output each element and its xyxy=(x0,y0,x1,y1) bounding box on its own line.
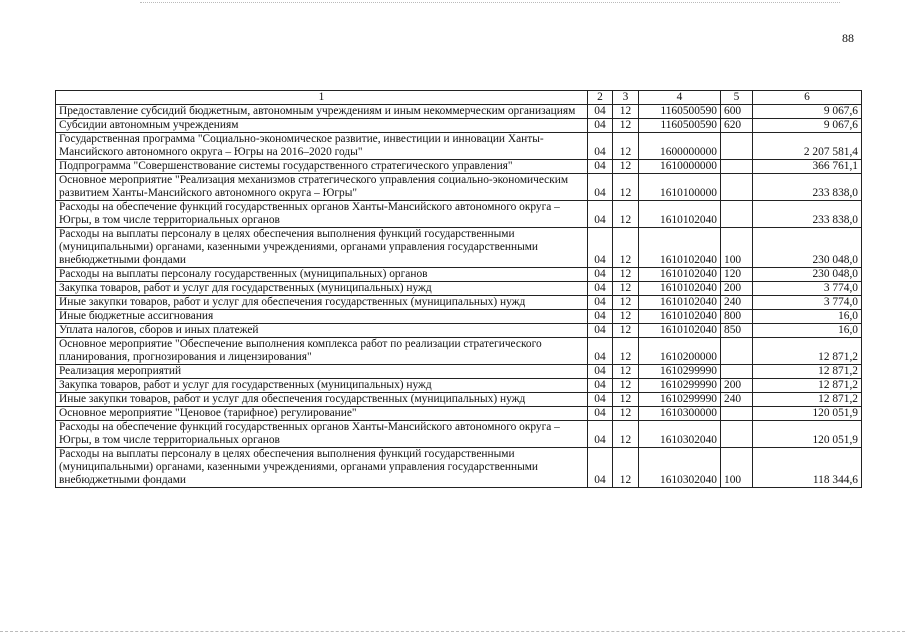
row-name: Иные бюджетные ассигнования xyxy=(56,310,588,324)
row-target-code: 1610000000 xyxy=(639,160,721,174)
row-target-code: 1600000000 xyxy=(639,133,721,160)
header-col-4: 4 xyxy=(639,91,721,105)
table-row xyxy=(56,228,862,268)
row-amount: 3 774,0 xyxy=(753,296,862,310)
table-row xyxy=(56,174,862,201)
row-section: 04 xyxy=(588,282,613,296)
row-expense-type xyxy=(721,133,753,160)
table-row xyxy=(56,119,862,133)
row-expense-type: 600 xyxy=(721,105,753,119)
row-expense-type xyxy=(721,160,753,174)
table-row xyxy=(56,105,862,119)
row-subsection: 12 xyxy=(613,310,639,324)
row-section: 04 xyxy=(588,228,613,268)
row-subsection: 12 xyxy=(613,324,639,338)
page-number: 88 xyxy=(842,31,854,45)
row-target-code: 1610102040 xyxy=(639,268,721,282)
table-row xyxy=(56,338,862,365)
row-section: 04 xyxy=(588,105,613,119)
row-section: 04 xyxy=(588,393,613,407)
row-subsection: 12 xyxy=(613,379,639,393)
row-amount: 12 871,2 xyxy=(753,393,862,407)
row-section: 04 xyxy=(588,379,613,393)
row-amount: 3 774,0 xyxy=(753,282,862,296)
row-target-code: 1610299990 xyxy=(639,365,721,379)
row-section: 04 xyxy=(588,296,613,310)
row-amount: 9 067,6 xyxy=(753,105,862,119)
row-expense-type: 240 xyxy=(721,296,753,310)
row-name: Реализация мероприятий xyxy=(56,365,588,379)
row-name: Основное мероприятие "Обеспечение выполнения комплекса работ по реализации стратегического планирования, прогнозирования и лицензирования" xyxy=(56,338,588,365)
row-amount: 118 344,6 xyxy=(753,448,862,488)
row-subsection: 12 xyxy=(613,282,639,296)
row-target-code: 1610299990 xyxy=(639,393,721,407)
row-amount: 16,0 xyxy=(753,324,862,338)
row-expense-type xyxy=(721,174,753,201)
table-row xyxy=(56,421,862,448)
scan-bottom-edge xyxy=(0,631,905,632)
header-col-6: 6 xyxy=(753,91,862,105)
row-subsection: 12 xyxy=(613,393,639,407)
row-expense-type: 100 xyxy=(721,448,753,488)
row-name: Предоставление субсидий бюджетным, автономным учреждениям и иным некоммерческим организациям xyxy=(56,105,588,119)
row-target-code: 1610299990 xyxy=(639,379,721,393)
row-target-code: 1610200000 xyxy=(639,338,721,365)
row-section: 04 xyxy=(588,365,613,379)
row-name: Уплата налогов, сборов и иных платежей xyxy=(56,324,588,338)
row-target-code: 1610102040 xyxy=(639,310,721,324)
row-subsection: 12 xyxy=(613,338,639,365)
table-row xyxy=(56,133,862,160)
header-col-2: 2 xyxy=(588,91,613,105)
row-expense-type: 240 xyxy=(721,393,753,407)
row-name: Закупка товаров, работ и услуг для государственных (муниципальных) нужд xyxy=(56,379,588,393)
row-target-code: 1610102040 xyxy=(639,228,721,268)
row-subsection: 12 xyxy=(613,133,639,160)
header-col-5: 5 xyxy=(721,91,753,105)
row-section: 04 xyxy=(588,201,613,228)
table-row xyxy=(56,324,862,338)
row-name: Основное мероприятие "Реализация механизмов стратегического управления социально-экономическим развитием Ханты-Мансийского автономного округа – Югры" xyxy=(56,174,588,201)
row-section: 04 xyxy=(588,448,613,488)
row-name: Иные закупки товаров, работ и услуг для обеспечения государственных (муниципальных) нужд xyxy=(56,296,588,310)
row-name: Субсидии автономным учреждениям xyxy=(56,119,588,133)
row-subsection: 12 xyxy=(613,160,639,174)
row-name: Расходы на обеспечение функций государственных органов Ханты-Мансийского автономного округа – Югры, в том числе территориальных органов xyxy=(56,421,588,448)
row-amount: 233 838,0 xyxy=(753,201,862,228)
row-section: 04 xyxy=(588,338,613,365)
row-target-code: 1610300000 xyxy=(639,407,721,421)
table-row xyxy=(56,393,862,407)
row-amount: 2 207 581,4 xyxy=(753,133,862,160)
row-subsection: 12 xyxy=(613,421,639,448)
scan-top-edge xyxy=(140,2,840,3)
row-section: 04 xyxy=(588,324,613,338)
budget-table xyxy=(55,90,862,488)
row-subsection: 12 xyxy=(613,296,639,310)
row-subsection: 12 xyxy=(613,268,639,282)
row-subsection: 12 xyxy=(613,365,639,379)
row-amount: 16,0 xyxy=(753,310,862,324)
row-subsection: 12 xyxy=(613,228,639,268)
row-expense-type: 850 xyxy=(721,324,753,338)
row-section: 04 xyxy=(588,174,613,201)
row-target-code: 1610102040 xyxy=(639,201,721,228)
row-target-code: 1610302040 xyxy=(639,448,721,488)
row-name: Расходы на выплаты персоналу государственных (муниципальных) органов xyxy=(56,268,588,282)
row-amount: 12 871,2 xyxy=(753,338,862,365)
table-row xyxy=(56,407,862,421)
row-name: Государственная программа "Социально-экономическое развитие, инвестиции и инновации Ханты-Мансийского автономного округа – Югры на 2016–2020 годы" xyxy=(56,133,588,160)
row-name: Расходы на выплаты персоналу в целях обеспечения выполнения функций государственными (муниципальными) органами, казенными учреждениями, органами управления государственными внебюджетными фондами xyxy=(56,448,588,488)
row-amount: 12 871,2 xyxy=(753,365,862,379)
row-section: 04 xyxy=(588,160,613,174)
row-section: 04 xyxy=(588,133,613,160)
table-row xyxy=(56,296,862,310)
row-name: Расходы на обеспечение функций государственных органов Ханты-Мансийского автономного округа – Югры, в том числе территориальных органов xyxy=(56,201,588,228)
table-row xyxy=(56,365,862,379)
row-expense-type xyxy=(721,201,753,228)
table-body xyxy=(56,91,862,488)
row-expense-type xyxy=(721,365,753,379)
row-target-code: 1610102040 xyxy=(639,324,721,338)
row-section: 04 xyxy=(588,268,613,282)
row-target-code: 1610302040 xyxy=(639,421,721,448)
table-row xyxy=(56,282,862,296)
row-amount: 230 048,0 xyxy=(753,228,862,268)
row-subsection: 12 xyxy=(613,407,639,421)
row-subsection: 12 xyxy=(613,174,639,201)
row-amount: 12 871,2 xyxy=(753,379,862,393)
row-target-code: 1610102040 xyxy=(639,296,721,310)
row-name: Иные закупки товаров, работ и услуг для обеспечения государственных (муниципальных) нужд xyxy=(56,393,588,407)
row-target-code: 1160500590 xyxy=(639,105,721,119)
header-col-1: 1 xyxy=(56,91,588,105)
row-amount: 120 051,9 xyxy=(753,407,862,421)
row-expense-type: 620 xyxy=(721,119,753,133)
header-col-3: 3 xyxy=(613,91,639,105)
row-name: Подпрограмма "Совершенствование системы государственного стратегического управления" xyxy=(56,160,588,174)
row-section: 04 xyxy=(588,119,613,133)
row-amount: 9 067,6 xyxy=(753,119,862,133)
row-expense-type xyxy=(721,338,753,365)
row-expense-type: 200 xyxy=(721,282,753,296)
table-row xyxy=(56,448,862,488)
row-section: 04 xyxy=(588,310,613,324)
row-amount: 366 761,1 xyxy=(753,160,862,174)
row-section: 04 xyxy=(588,421,613,448)
row-amount: 120 051,9 xyxy=(753,421,862,448)
row-name: Расходы на выплаты персоналу в целях обеспечения выполнения функций государственными (муниципальными) органами, казенными учреждениями, органами управления государственными внебюджетными фондами xyxy=(56,228,588,268)
row-subsection: 12 xyxy=(613,105,639,119)
row-target-code: 1610102040 xyxy=(639,282,721,296)
row-target-code: 1610100000 xyxy=(639,174,721,201)
row-amount: 230 048,0 xyxy=(753,268,862,282)
row-target-code: 1160500590 xyxy=(639,119,721,133)
row-expense-type: 120 xyxy=(721,268,753,282)
table-row xyxy=(56,160,862,174)
table-row xyxy=(56,201,862,228)
row-subsection: 12 xyxy=(613,119,639,133)
row-expense-type: 800 xyxy=(721,310,753,324)
row-expense-type xyxy=(721,407,753,421)
row-amount: 233 838,0 xyxy=(753,174,862,201)
row-expense-type xyxy=(721,421,753,448)
row-subsection: 12 xyxy=(613,448,639,488)
table-row xyxy=(56,268,862,282)
row-subsection: 12 xyxy=(613,201,639,228)
row-section: 04 xyxy=(588,407,613,421)
table-header-row xyxy=(56,91,862,105)
table-row xyxy=(56,310,862,324)
row-name: Основное мероприятие "Ценовое (тарифное) регулирование" xyxy=(56,407,588,421)
row-expense-type: 100 xyxy=(721,228,753,268)
row-name: Закупка товаров, работ и услуг для государственных (муниципальных) нужд xyxy=(56,282,588,296)
row-expense-type: 200 xyxy=(721,379,753,393)
table-row xyxy=(56,379,862,393)
